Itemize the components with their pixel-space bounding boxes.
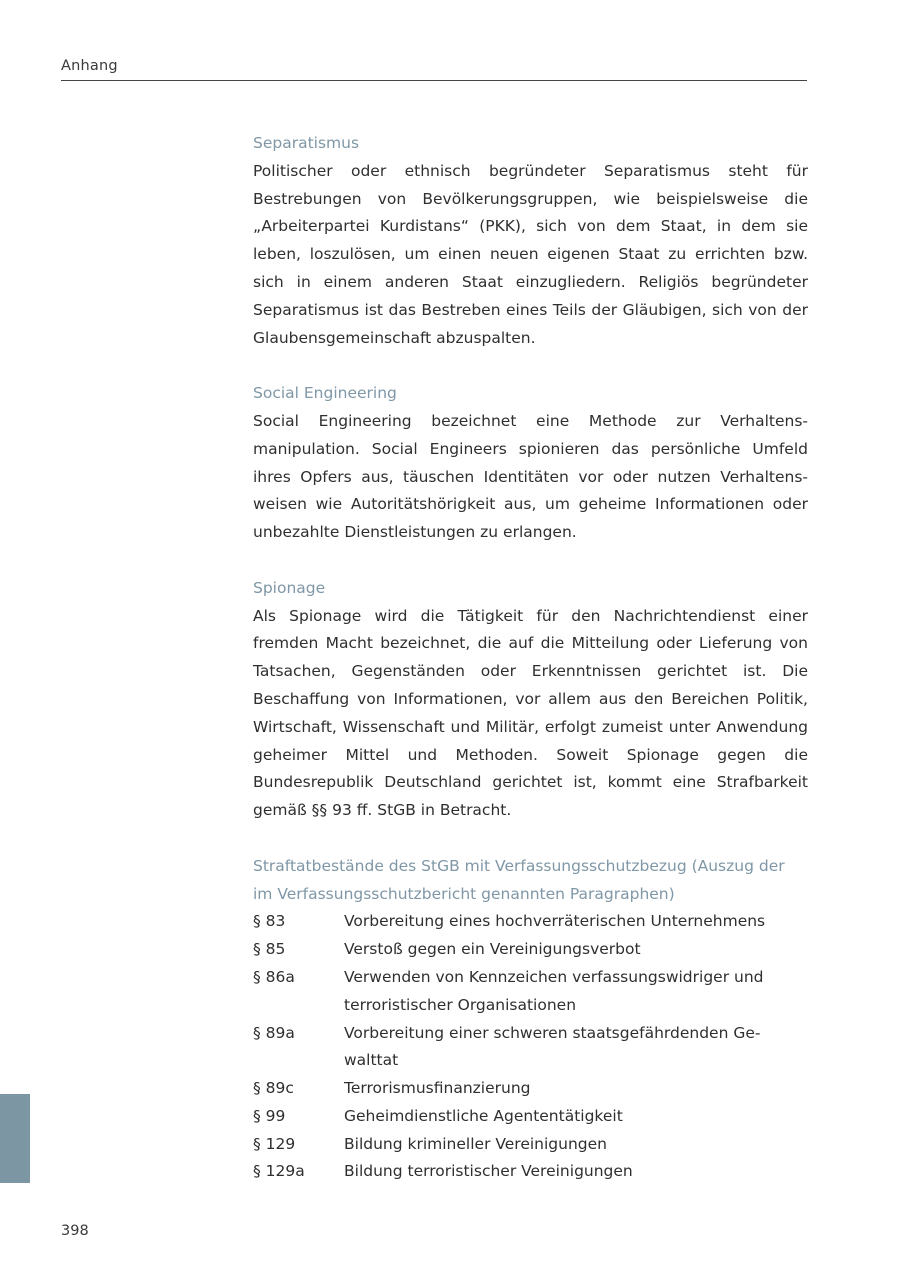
paragraph-description: Vorbereitung einer schweren staatsgefährdenden Gewalttat xyxy=(344,1023,761,1070)
glossary-entry-social-engineering xyxy=(253,380,808,547)
paragraph-number: § 86a xyxy=(253,967,295,986)
glossary-definition: Social Engineering bezeichnet eine Methode zur Verhaltensmanipulation. Social Engineers spionieren das persönliche Umfeld ihres Opfers aus, täuschen Identitäten vor oder nutzen Verhaltensweisen wie Autoritätshörigkeit aus, um geheime Informationen oder unbezahlte Dienstleistungen zu erlangen. xyxy=(253,411,808,542)
paragraph-row xyxy=(253,1020,808,1076)
paragraph-description: Verstoß gegen ein Vereinigungsverbot xyxy=(344,940,641,959)
paragraph-description: Verwenden von Kennzeichen verfassungswidriger und terroristischer Organisationen xyxy=(344,967,764,1014)
paragraph-description: Geheimdienstliche Agententätigkeit xyxy=(344,1106,623,1125)
paragraph-number: § 129 xyxy=(253,1134,296,1153)
paragraph-row xyxy=(253,1103,808,1131)
paragraph-description: Bildung krimineller Vereinigungen xyxy=(344,1134,607,1153)
paragraph-row xyxy=(253,1158,808,1186)
glossary-term: Straftatbestände des StGB mit Verfassungsschutzbezug (Auszug der im Verfassungsschutzbericht genannten Paragraphen) xyxy=(253,856,785,903)
glossary-definition: Politischer oder ethnisch begründeter Separatismus steht für Bestrebungen von Bevölkerungsgruppen, wie beispielsweise die „Arbeiterpartei Kurdistans“ (PKK), sich von dem Staat, in dem sie leben, loszulösen, um einen neuen eigenen Staat zu errichten bzw. sich in einem anderen Staat einzugliedern. Religiös begründeter Separatismus ist das Bestreben eines Teils der Gläubigen, sich von der Glaubensgemeinschaft abzuspalten. xyxy=(253,161,808,347)
glossary-entry-spionage xyxy=(253,575,808,825)
paragraph-description: Bildung terroristischer Vereinigungen xyxy=(344,1162,633,1181)
glossary-entry-straftatbestaende xyxy=(253,853,808,1187)
paragraph-list xyxy=(253,908,808,1186)
glossary-definition: Als Spionage wird die Tätigkeit für den Nachrichtendienst einer fremden Macht bezeichnet, die auf die Mitteilung oder Lieferung von Tatsachen, Gegenständen oder Erkenntnissen gerichtet ist. Die Beschaffung von Informationen, vor allem aus den Bereichen Politik, Wirtschaft, Wissenschaft und Militär, erfolgt zumeist unter Anwendung geheimer Mittel und Methoden. Soweit Spionage gegen die Bundesrepublik Deutschland gerichtet ist, kommt eine Strafbarkeit gemäß §§ 93 ff. StGB in Betracht. xyxy=(253,606,808,820)
running-head: Anhang xyxy=(61,58,118,74)
paragraph-row xyxy=(253,1075,808,1103)
paragraph-number: § 83 xyxy=(253,912,286,931)
glossary-entry-separatismus xyxy=(253,130,808,352)
paragraph-number: § 89c xyxy=(253,1079,294,1098)
paragraph-row xyxy=(253,936,808,964)
paragraph-row xyxy=(253,964,808,1020)
paragraph-number: § 99 xyxy=(253,1106,286,1125)
paragraph-number: § 89a xyxy=(253,1023,295,1042)
paragraph-number: § 129a xyxy=(253,1162,305,1181)
glossary-term: Social Engineering xyxy=(253,384,397,403)
chapter-side-tab xyxy=(0,1094,30,1183)
glossary-term: Separatismus xyxy=(253,134,360,152)
paragraph-row xyxy=(253,1131,808,1159)
paragraph-description: Terrorismusfinanzierung xyxy=(344,1079,531,1098)
page-number: 398 xyxy=(61,1223,89,1239)
glossary-content xyxy=(253,130,808,1186)
paragraph-number: § 85 xyxy=(253,940,286,959)
header-rule xyxy=(61,80,807,81)
glossary-term: Spionage xyxy=(253,578,326,597)
paragraph-row xyxy=(253,908,808,936)
paragraph-description: Vorbereitung eines hochverräterischen Unternehmens xyxy=(344,912,766,931)
